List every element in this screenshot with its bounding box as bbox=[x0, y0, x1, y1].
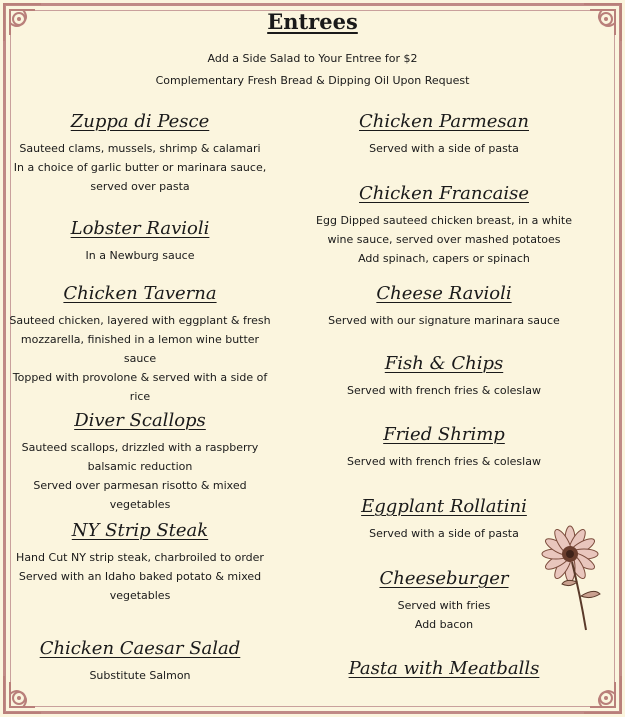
menu-item-description bbox=[309, 524, 579, 543]
menu-item-name: Chicken Francaise bbox=[359, 183, 529, 204]
menu-item-description bbox=[4, 666, 276, 685]
description-line: Served with a side of pasta bbox=[369, 142, 519, 155]
menu-item-description bbox=[4, 139, 276, 196]
description-line: vegetables bbox=[109, 589, 171, 602]
menu-item-description bbox=[309, 211, 579, 268]
menu-item-chicken-taverna bbox=[4, 282, 276, 406]
menu-item-name: Chicken Taverna bbox=[63, 283, 217, 304]
description-line: Served with an Idaho baked potato & mixed bbox=[18, 570, 262, 583]
menu-item-name: Cheese Ravioli bbox=[376, 283, 512, 304]
menu-item-description bbox=[309, 139, 579, 158]
description-line: Served over parmesan risotto & mixed vegetables bbox=[33, 479, 247, 511]
description-line: wine sauce, served over mashed potatoes bbox=[327, 233, 561, 246]
menu-item-fish-and-chips bbox=[309, 352, 579, 400]
menu-item-chicken-francaise bbox=[309, 182, 579, 268]
menu-item-description bbox=[4, 246, 276, 265]
menu-item-name: Lobster Ravioli bbox=[70, 218, 210, 239]
menu-item-name: Chicken Parmesan bbox=[359, 111, 529, 132]
description-line: Sauteed scallops, drizzled with a raspberry bbox=[21, 441, 259, 454]
menu-item-zuppa-di-pesce bbox=[4, 110, 276, 196]
menu-item-name: Chicken Caesar Salad bbox=[39, 638, 241, 659]
menu-item-fried-shrimp bbox=[309, 423, 579, 471]
description-line: Served with french fries & coleslaw bbox=[347, 384, 541, 397]
menu-item-description bbox=[4, 311, 276, 406]
page-title: Entrees bbox=[267, 9, 358, 34]
menu-item-chicken-caesar-salad bbox=[4, 637, 276, 685]
description-line: In a choice of garlic butter or marinara sauce, bbox=[13, 161, 267, 174]
intro-line: Complementary Fresh Bread & Dipping Oil Upon Request bbox=[155, 74, 470, 87]
description-line: Hand Cut NY strip steak, charbroiled to order bbox=[16, 551, 264, 564]
description-line: Sauteed clams, mussels, shrimp & calamari bbox=[19, 142, 261, 155]
menu-item-chicken-parmesan bbox=[309, 110, 579, 158]
description-line: mozzarella, finished in a lemon wine butter sauce bbox=[20, 333, 260, 365]
description-line: served over pasta bbox=[90, 180, 190, 193]
menu-item-description bbox=[4, 438, 276, 514]
description-line: rice bbox=[129, 390, 151, 403]
daisy-flower-icon bbox=[540, 524, 612, 634]
menu-item-description bbox=[309, 452, 579, 471]
description-line: Topped with provolone & served with a side of bbox=[12, 371, 268, 384]
menu-item-name: Pasta with Meatballs bbox=[348, 658, 540, 679]
menu-item-ny-strip-steak bbox=[4, 519, 276, 605]
menu-item-name: Diver Scallops bbox=[74, 410, 206, 431]
description-line: Egg Dipped sauteed chicken breast, in a white bbox=[316, 214, 572, 227]
menu-item-description bbox=[309, 311, 579, 330]
ornate-corner-icon bbox=[580, 672, 624, 716]
menu-item-description bbox=[309, 381, 579, 400]
menu-item-eggplant-rollatini bbox=[309, 495, 579, 543]
menu-item-cheese-ravioli bbox=[309, 282, 579, 330]
description-line: Served with our signature marinara sauce bbox=[328, 314, 560, 327]
menu-item-pasta-with-meatballs bbox=[309, 657, 579, 681]
intro-line: Add a Side Salad to Your Entree for $2 bbox=[207, 52, 418, 65]
menu-item-description bbox=[4, 548, 276, 605]
description-line: Served with a side of pasta bbox=[369, 527, 519, 540]
menu-item-lobster-ravioli bbox=[4, 217, 276, 265]
description-line: Add spinach, capers or spinach bbox=[358, 252, 530, 265]
menu-item-name: Fried Shrimp bbox=[383, 424, 505, 445]
description-line: Served with fries bbox=[397, 599, 491, 612]
menu-item-cheeseburger bbox=[309, 567, 579, 634]
description-line: Add bacon bbox=[414, 618, 474, 631]
description-line: Sauteed chicken, layered with eggplant & fresh bbox=[9, 314, 271, 327]
menu-item-name: Eggplant Rollatini bbox=[361, 496, 527, 517]
menu-item-description bbox=[309, 596, 579, 634]
description-line: Substitute Salmon bbox=[89, 669, 191, 682]
menu-item-name: NY Strip Steak bbox=[71, 520, 209, 541]
description-line: balsamic reduction bbox=[87, 460, 193, 473]
description-line: In a Newburg sauce bbox=[85, 249, 195, 262]
menu-item-name: Cheeseburger bbox=[379, 568, 509, 589]
description-line: Served with french fries & coleslaw bbox=[347, 455, 541, 468]
menu-item-diver-scallops bbox=[4, 409, 276, 514]
menu-item-name: Zuppa di Pesce bbox=[70, 111, 210, 132]
menu-item-name: Fish & Chips bbox=[384, 353, 504, 374]
